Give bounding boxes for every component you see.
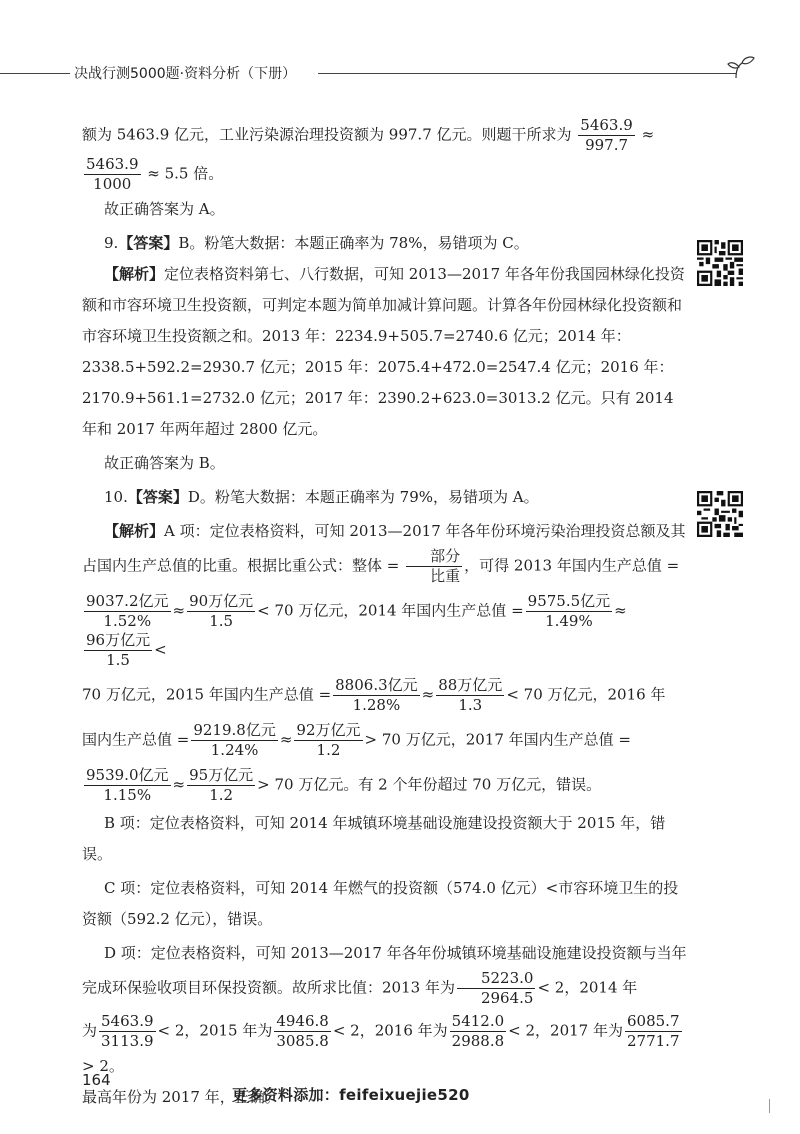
text: 国内生产总值 = [82,730,190,749]
text: 定位表格资料第七、八行数据，可知 2013—2017 年各年份我国园林绿化投资额和市容环境卫生投资额，可判定本题为简单加减计算问题。计算各年份园林绿化投资额和市容环境卫生投资额之和。2013 年：2234.9+505.7=2740.6 亿元；2014 年：2338.5+592.2=2930.7 亿元；2015 年：2075.4+472.0=2547.4 亿元；2016 年：2170.9+561.1=2732.0 亿元；2017 年：2390.2+623.0=3013.2 亿元。只有 2014 年和 2017 年两年超过 2800 亿元。 [82,265,685,438]
question-number: 10. [104,488,128,506]
text: ≈ [279,730,293,749]
text: < 2，2014 年 [537,978,638,997]
fraction [84,592,171,631]
denominator: 比重 [430,567,461,585]
text: ≈ [641,125,655,144]
fraction [406,547,462,586]
paragraph: 最高年份为 2017 年，正确。 [82,1088,280,1106]
fraction [457,969,536,1008]
text: < 2，2017 年为 [508,1021,623,1040]
text: < 2，2016 年为 [332,1021,448,1040]
denominator: 1.3 [458,696,483,714]
numerator: 5463.9 [86,155,139,173]
denominator: 1.5 [106,651,130,669]
numerator: 9037.2亿元 [86,592,169,610]
paragraph [82,116,692,155]
numerator: 5463.9 [580,116,633,134]
option-d [82,938,692,1008]
fraction [274,1012,331,1051]
paragraph: 故正确答案为 A。 [104,200,225,218]
text: < 70 万亿元，2014 年国内生产总值 = [257,601,524,620]
text: D 项：定位表格资料，可知 2013—2017 年各年份城镇环境基础设施建设投资额与当年完成环保验收项目环保投资额。故所求比值：2013 年为 [82,944,687,997]
answer-tag: 【答案】 [118,234,179,252]
text: ，可得 2013 年国内生产总值 = [464,556,680,575]
page-number: 164 [82,1071,111,1089]
denominator: 2771.7 [627,1032,680,1050]
fraction [578,116,635,155]
denominator: 1.2 [316,741,341,759]
body-text [82,116,692,1113]
fraction [450,1012,507,1051]
fraction [84,155,141,194]
qr-code-icon[interactable] [697,491,743,537]
fraction [526,592,613,631]
q9-answer [82,228,692,259]
text: 70 万亿元，2015 年国内生产总值 = [82,685,332,704]
numerator: 90万亿元 [189,592,254,610]
denominator: 997.7 [585,136,629,154]
running-head: 决战行测5000题·资料分析（下册） [74,66,297,82]
numerator: 9539.0亿元 [86,766,169,784]
denominator: 1.2 [209,786,234,804]
text: B。粉笔大数据：本题正确率为 78%，易错项为 C。 [178,234,529,252]
fraction [84,631,152,670]
text: 为 [82,1021,98,1040]
numerator: 5223.0 [457,969,536,989]
fraction [99,1012,156,1051]
text: > 70 万亿元，2017 年国内生产总值 = [364,730,631,749]
text: ≈ [421,685,435,704]
analysis-tag: 【解析】 [104,265,165,283]
denominator: 1.28% [352,696,401,714]
footer-note: 更多资料添加：feifeixuejie520 [232,1086,470,1104]
paragraph [82,155,692,194]
denominator: 3085.8 [276,1032,329,1050]
denominator: 2988.8 [451,1032,505,1050]
fraction [187,592,255,631]
header-rule-right [318,73,736,74]
denominator: 1.49% [545,612,593,630]
numerator: 92万亿元 [296,721,361,739]
numerator: 4946.8 [276,1012,329,1030]
text: > 2。 [82,1057,124,1075]
denominator: 2964.5 [480,989,534,1007]
numerator: 96万亿元 [86,631,151,649]
equation-line [82,676,692,715]
paragraph: 故正确答案为 B。 [104,454,225,472]
sprout-icon [726,54,756,80]
text: < 70 万亿元，2016 年 [506,685,666,704]
fraction [333,676,420,715]
fraction [436,676,504,715]
numerator: 95万亿元 [189,766,254,784]
text: A 项：定位表格资料，可知 2013—2017 年各年份环境污染治理投资总额及其占国内生产总值的比重。根据比重公式：整体 = [82,522,686,575]
text: D。粉笔大数据：本题正确率为 79%，易错项为 A。 [187,488,539,506]
equation-line [82,721,692,760]
text: ≈ [172,601,186,620]
option-b: B 项：定位表格资料，可知 2014 年城镇环境基础设施建设投资额大于 2015 年，错误。 [82,814,666,863]
text: ≈ 5.5 倍。 [147,164,224,183]
fraction [84,766,171,805]
margin-mark [769,1099,770,1113]
numerator: 5463.9 [101,1012,154,1030]
numerator: 9575.5亿元 [527,592,611,610]
numerator: 9219.8亿元 [193,721,276,739]
text: ≈ [614,601,627,620]
fraction [187,766,255,805]
fraction [191,721,278,760]
header-rule-left [0,73,70,74]
equation-line [82,766,692,805]
text: > 70 万亿元。有 2 个年份超过 70 万亿元，错误。 [257,775,602,794]
fraction [625,1012,682,1051]
numerator: 部分 [406,547,462,567]
qr-code-icon[interactable] [697,240,743,286]
option-c: C 项：定位表格资料，可知 2014 年燃气的投资额（574.0 亿元）<市容环境卫生的投资额（592.2 亿元），错误。 [82,879,679,928]
q9-analysis [82,259,692,445]
denominator: 1.52% [103,612,152,630]
denominator: 1.24% [210,741,259,759]
question-number: 9. [104,234,119,252]
numerator: 8806.3亿元 [335,676,418,694]
text: < 2，2015 年为 [157,1021,273,1040]
numerator: 5412.0 [451,1012,505,1030]
text: 额为 5463.9 亿元，工业污染源治理投资额为 997.7 亿元。则题干所求为 [82,125,572,144]
fraction [294,721,362,760]
text: < [154,640,167,659]
q10-analysis [82,516,692,586]
denominator: 3113.9 [101,1032,154,1050]
denominator: 1000 [93,175,132,193]
answer-tag: 【答案】 [127,488,188,506]
numerator: 6085.7 [627,1012,680,1030]
text: ≈ [172,775,186,794]
denominator: 1.5 [209,612,234,630]
analysis-tag: 【解析】 [104,522,165,540]
equation-line [82,1012,692,1082]
denominator: 1.15% [103,786,152,804]
numerator: 88万亿元 [438,676,503,694]
q10-answer [82,482,692,513]
equation-line [82,592,692,670]
